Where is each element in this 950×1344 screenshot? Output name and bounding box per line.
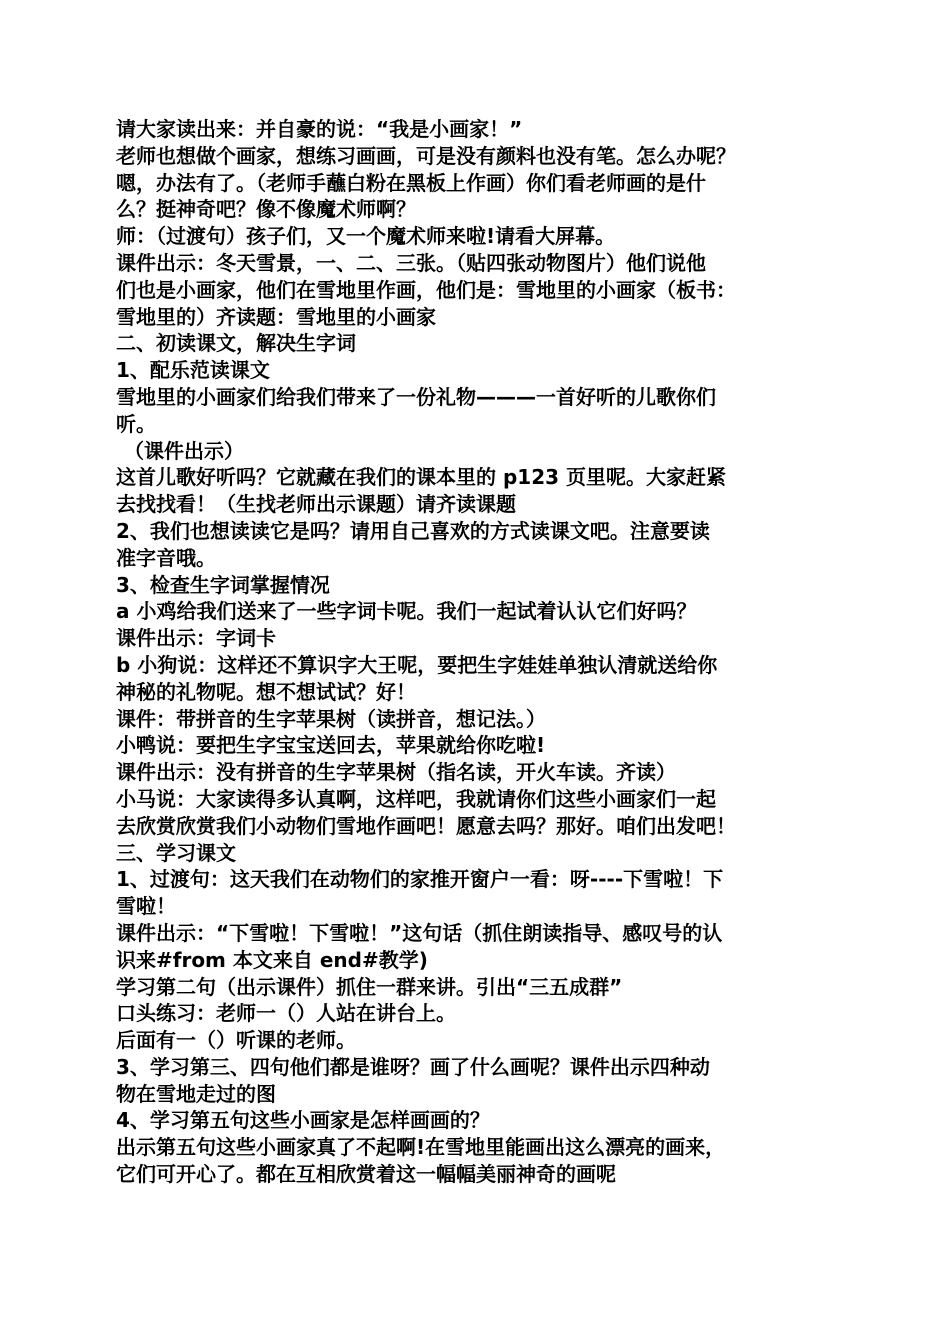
text-line: 口头练习：老师一（）人站在讲台上。	[116, 1001, 456, 1026]
text-line: 雪地里的）齐读题：雪地里的小画家	[116, 304, 436, 329]
text-line: b 小狗说：这样还不算识字大王呢，要把生字娃娃单独认清就送给你	[116, 652, 718, 677]
section-heading: 三、学习课文	[116, 840, 236, 865]
text-line: 3、学习第三、四句他们都是谁呀？画了什么画呢？课件出示四种动	[116, 1054, 710, 1079]
text-line: 学习第二句（出示课件）抓住一群来讲。引出“三五成群”	[116, 974, 623, 999]
text-line: 雪地里的小画家们给我们带来了一份礼物———一首好听的儿歌你们	[116, 384, 716, 409]
text-line: 识来#from 本文来自 end#教学)	[116, 947, 428, 972]
text-line: 去欣赏欣赏我们小动物们雪地作画吧！愿意去吗？那好。咱们出发吧！	[116, 813, 736, 838]
text-line: 小马说：大家读得多认真啊，这样吧，我就请你们这些小画家们一起	[116, 786, 716, 811]
text-line: 3、检查生字词掌握情况	[116, 572, 330, 597]
text-line: 去找找看！（生找老师出示课题）请齐读课题	[116, 492, 516, 517]
text-line: 课件出示：“下雪啦！下雪啦！”这句话（抓住朗读指导、感叹号的认	[116, 920, 723, 945]
text-line: 出示第五句这些小画家真了不起啊!在雪地里能画出这么漂亮的画来，	[116, 1135, 726, 1160]
text-line: 课件出示：没有拼音的生字苹果树（指名读，开火车读。齐读）	[116, 760, 676, 785]
text-line: 嗯，办法有了。（老师手蘸白粉在黑板上作画）你们看老师画的是什	[116, 170, 706, 195]
text-line: 老师也想做个画家，想练习画画，可是没有颜料也没有笔。怎么办呢？	[116, 143, 736, 168]
text-line: 课件出示：字词卡	[116, 626, 276, 651]
text-line: 神秘的礼物呢。想不想试试？好！	[116, 679, 416, 704]
text-line: 师：（过渡句）孩子们，又一个魔术师来啦!请看大屏幕。	[116, 224, 616, 249]
text-line: 雪啦！	[116, 894, 176, 919]
section-heading: 二、初读课文，解决生字词	[116, 331, 356, 356]
text-line: 2、我们也想读读它是吗？请用自己喜欢的方式读课文吧。注意要读	[116, 518, 710, 543]
text-line: 4、学习第五句这些小画家是怎样画画的？	[116, 1108, 490, 1133]
text-line: 课件出示：冬天雪景，一、二、三张。（贴四张动物图片）他们说他	[116, 250, 706, 275]
text-line: 1、配乐范读课文	[116, 358, 270, 383]
text-line: 这首儿歌好听吗？它就藏在我们的课本里的 p123 页里呢。大家赶紧	[116, 465, 726, 490]
text-line: 物在雪地走过的图	[116, 1081, 276, 1106]
text-line: 1、过渡句：这天我们在动物们的家推开窗户一看：呀----下雪啦！下	[116, 867, 724, 892]
text-line: a 小鸡给我们送来了一些字词卡呢。我们一起试着认认它们好吗？	[116, 599, 697, 624]
text-line: 课件：带拼音的生字苹果树（读拼音，想记法。）	[116, 706, 546, 731]
document-body	[116, 116, 846, 1188]
text-line: 准字音哦。	[116, 545, 216, 570]
text-line: 小鸭说：要把生字宝宝送回去，苹果就给你吃啦!	[116, 733, 546, 758]
text-line: 后面有一（）听课的老师。	[116, 1028, 356, 1053]
text-line: （课件出示）	[124, 438, 244, 463]
text-line: 请大家读出来：并自豪的说：“我是小画家！”	[116, 117, 523, 141]
text-line: 听。	[116, 411, 156, 436]
text-line: 们也是小画家，他们在雪地里作画，他们是：雪地里的小画家（板书：	[116, 277, 736, 302]
text-line: 么？挺神奇吧？像不像魔术师啊？	[116, 197, 416, 222]
text-line: 它们可开心了。都在互相欣赏着这一幅幅美丽神奇的画呢	[116, 1162, 616, 1187]
